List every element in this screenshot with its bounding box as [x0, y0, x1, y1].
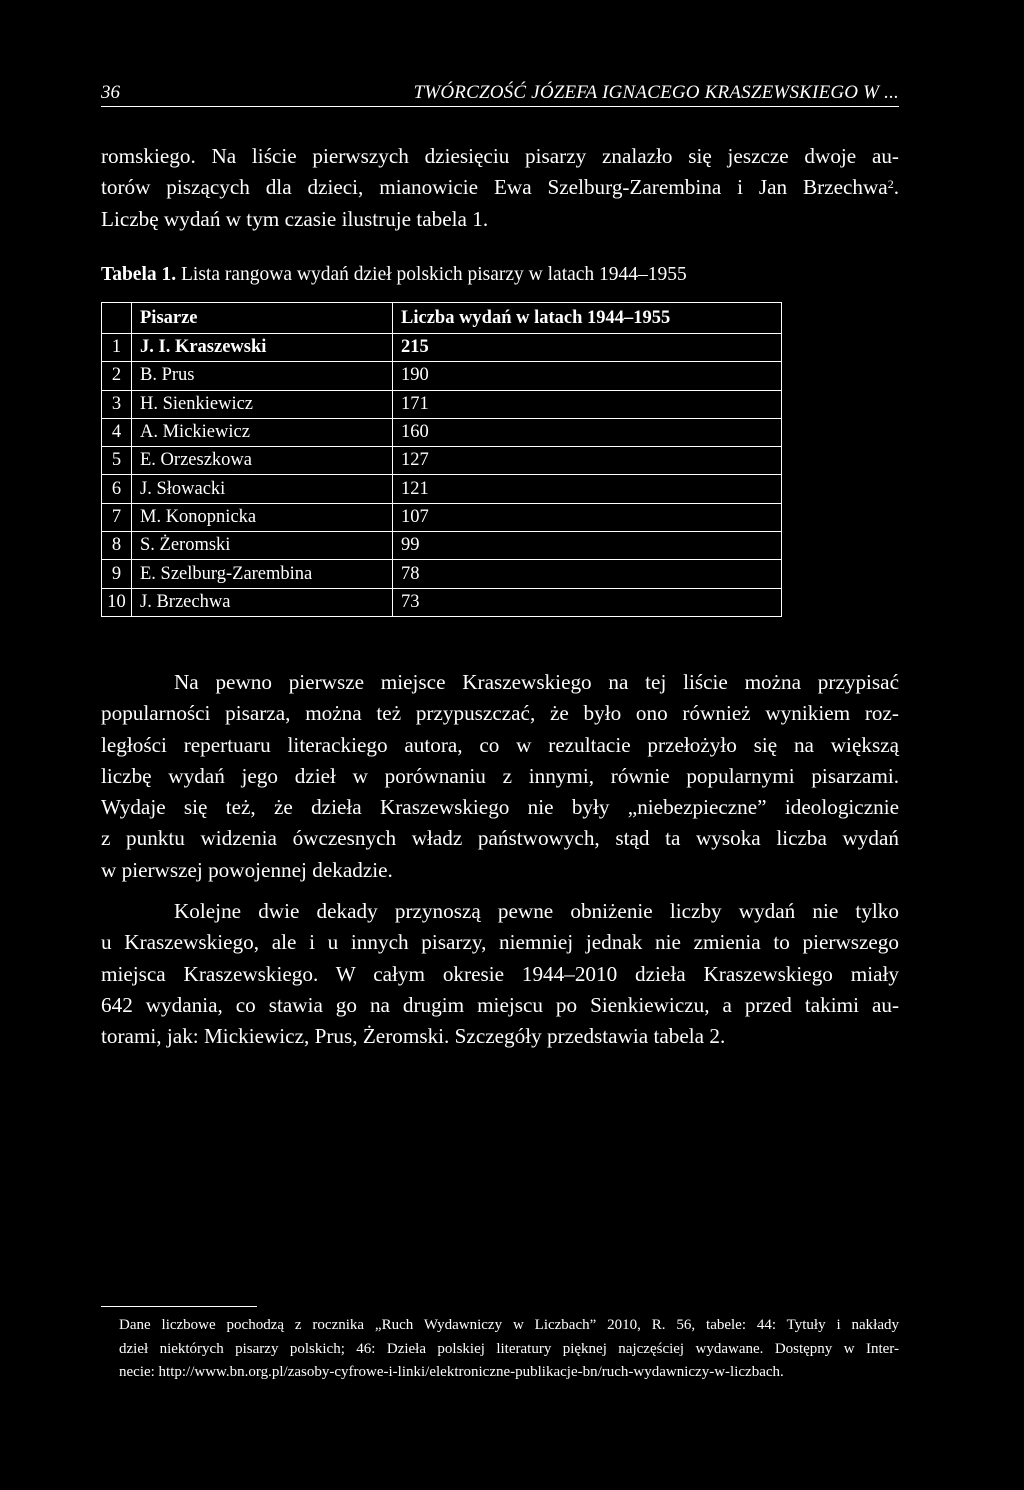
text-line: miejsca Kraszewskiego. W całym okresie 1944–2010 dzieła Kraszewskiego miały: [101, 961, 899, 986]
running-title: TWÓRCZOŚĆ JÓZEFA IGNACEGO KRASZEWSKIEGO W ...: [413, 82, 899, 103]
table-row: [102, 362, 782, 390]
writer-cell: E. Szelburg-Zarembina: [132, 560, 393, 588]
table-row: [102, 532, 782, 560]
editions-cell: 171: [393, 390, 782, 418]
footnote-separator: [101, 1306, 257, 1307]
table-row: [102, 390, 782, 418]
text-line: Na pewno pierwsze miejsce Kraszewskiego na tej liście można przypisać: [174, 670, 899, 694]
text-line: [101, 172, 899, 203]
editions-cell: 73: [393, 588, 782, 616]
footnote-line: necie: http://www.bn.org.pl/zasoby-cyfrowe-i-linki/elektroniczne-publikacje-bn/ruch-wydawniczy-w-liczbach.: [119, 1364, 784, 1380]
writer-cell: J. Brzechwa: [132, 588, 393, 616]
writer-cell: S. Żeromski: [132, 532, 393, 560]
rank-cell: 1: [102, 334, 132, 362]
text-line: Kolejne dwie dekady przynoszą pewne obniżenie liczby wydań nie tylko: [174, 899, 899, 923]
table-caption: [101, 264, 687, 286]
editions-cell: 190: [393, 362, 782, 390]
table-label: Tabela 1.: [101, 264, 177, 285]
writer-cell: J. Słowacki: [132, 475, 393, 503]
footnote: [119, 1314, 899, 1385]
writer-cell: M. Konopnicka: [132, 503, 393, 531]
table-row: [102, 447, 782, 475]
header-rank: [102, 303, 132, 334]
header-editions: Liczba wydań w latach 1944–1955: [393, 303, 782, 334]
text-line: romskiego. Na liście pierwszych dziesięciu pisarzy znalazło się jeszcze dwoje au-: [101, 144, 899, 168]
rank-cell: 6: [102, 475, 132, 503]
header-writers: Pisarze: [132, 303, 393, 334]
intro-paragraph: [101, 141, 899, 235]
table-row: [102, 418, 782, 446]
rank-cell: 5: [102, 447, 132, 475]
editions-cell: 99: [393, 532, 782, 560]
text-line: popularności pisarza, można też przypuszczać, że było ono również wynikiem roz-: [101, 701, 899, 726]
rank-cell: 9: [102, 560, 132, 588]
table-row: [102, 588, 782, 616]
editions-cell: 121: [393, 475, 782, 503]
rank-cell: 10: [102, 588, 132, 616]
editions-cell: 78: [393, 560, 782, 588]
rank-cell: 4: [102, 418, 132, 446]
rank-cell: 3: [102, 390, 132, 418]
rank-cell: 8: [102, 532, 132, 560]
rank-cell: 2: [102, 362, 132, 390]
footnote-line: Dane liczbowe pochodzą z rocznika „Ruch Wydawniczy w Liczbach” 2010, R. 56, tabele: 44: Tytuły i nakłady: [119, 1317, 899, 1333]
footnote-mark: 2: [887, 177, 894, 192]
text-line: z punktu widzenia ówczesnych władz państwowych, stąd ta wysoka liczba wydań: [101, 826, 899, 851]
writer-cell: J. I. Kraszewski: [132, 334, 393, 362]
writer-cell: B. Prus: [132, 362, 393, 390]
text-line: Wydaje się też, że dzieła Kraszewskiego nie były „niebezpieczne” ideologicznie: [101, 795, 899, 820]
writer-cell: A. Mickiewicz: [132, 418, 393, 446]
text-line: u Kraszewskiego, ale i u innych pisarzy, niemniej jednak nie zmienia to pierwszego: [101, 930, 899, 955]
sentence-end: .: [893, 175, 899, 200]
table-row: [102, 475, 782, 503]
text-line: Liczbę wydań w tym czasie ilustruje tabela 1.: [101, 206, 489, 231]
ranking-table: [101, 302, 782, 617]
table-row: [102, 560, 782, 588]
text-line-content: torów piszących dla dzieci, mianowicie Ewa Szelburg-Zarembina i Jan Brzechwa: [101, 175, 888, 200]
writer-cell: H. Sienkiewicz: [132, 390, 393, 418]
text-line: torami, jak: Mickiewicz, Prus, Żeromski. Szczegóły przedstawia tabela 2.: [101, 1024, 726, 1049]
running-header: [101, 80, 899, 107]
editions-cell: 160: [393, 418, 782, 446]
body-paragraph-1: [101, 667, 899, 886]
footnote-line: dzieł niektórych pisarzy polskich; 46: Dzieła polskiej literatury pięknej najczęściej wydawane. Dostępny w Inter-: [119, 1340, 899, 1357]
table-row: [102, 334, 782, 362]
text-line: liczbę wydań jego dzieł w porównaniu z innymi, równie popularnymi pisarzami.: [101, 763, 899, 788]
editions-cell: 107: [393, 503, 782, 531]
page-number: 36: [101, 82, 120, 103]
editions-cell: 215: [393, 334, 782, 362]
body-paragraph-2: [101, 896, 899, 1052]
rank-cell: 7: [102, 503, 132, 531]
table-header-row: [102, 303, 782, 334]
editions-cell: 127: [393, 447, 782, 475]
writer-cell: E. Orzeszkowa: [132, 447, 393, 475]
text-line: w pierwszej powojennej dekadzie.: [101, 857, 393, 882]
table-row: [102, 503, 782, 531]
table-caption-text: Lista rangowa wydań dzieł polskich pisarzy w latach 1944–1955: [181, 264, 687, 285]
text-line: 642 wydania, co stawia go na drugim miejscu po Sienkiewiczu, a przed takimi au-: [101, 992, 899, 1017]
text-line: ległości repertuaru literackiego autora, co w rezultacie przełożyło się na większą: [101, 732, 899, 757]
